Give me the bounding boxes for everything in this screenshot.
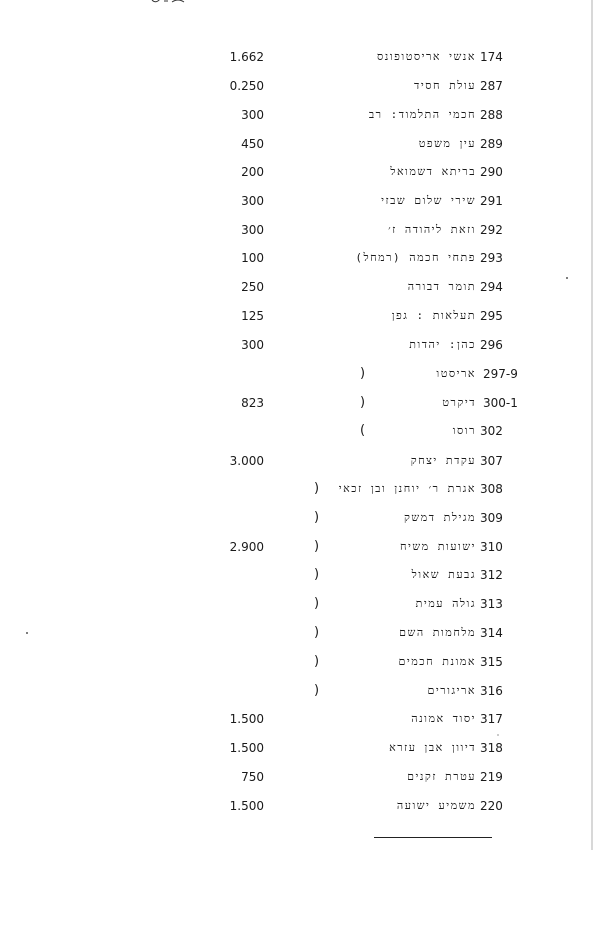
row-number: 308 [480, 482, 503, 496]
row-number: 312 [480, 568, 503, 582]
row-title: אמונת חכמים [398, 655, 476, 668]
row-number: 302 [480, 424, 503, 438]
row-number: 290 [480, 165, 503, 179]
row-number: 292 [480, 223, 503, 237]
row-amount: 300 [241, 108, 264, 122]
row-title: משמיע ישועה [396, 799, 476, 812]
row-amount: 450 [241, 137, 264, 151]
row-title: כהן: יהדות [409, 338, 476, 351]
row-amount: 100 [241, 251, 264, 265]
row-amount: 300 [241, 223, 264, 237]
catalog-row [0, 47, 600, 67]
row-amount: 823 [241, 396, 264, 410]
catalog-row [0, 421, 600, 441]
row-title: דיוון אבן עזרא [389, 741, 476, 754]
row-bracket: ) [314, 510, 320, 525]
row-number: 295 [480, 309, 503, 323]
catalog-row [0, 451, 600, 471]
catalog-row [0, 76, 600, 96]
row-bracket: ) [314, 654, 320, 669]
row-amount: 300 [241, 338, 264, 352]
scan-speck [26, 632, 28, 634]
row-bracket: ) [314, 683, 320, 698]
row-title: גבעת שאול [411, 568, 476, 581]
catalog-row [0, 738, 600, 758]
row-amount: 1.500 [229, 712, 264, 726]
row-title: תומר דבורה [407, 280, 476, 293]
row-bracket: ) [314, 596, 320, 611]
catalog-row [0, 335, 600, 355]
row-title: יסוד אמונה [411, 712, 476, 725]
row-number: 220 [480, 799, 503, 813]
catalog-row [0, 594, 600, 614]
catalog-row [0, 508, 600, 528]
catalog-row [0, 248, 600, 268]
row-number: 313 [480, 597, 503, 611]
row-number: 316 [480, 684, 503, 698]
row-number: 288 [480, 108, 503, 122]
row-amount: 3.000 [229, 454, 264, 468]
row-title: דיקרט [442, 396, 476, 409]
catalog-row [0, 479, 600, 499]
row-amount: 750 [241, 770, 264, 784]
catalog-row [0, 565, 600, 585]
row-number: 287 [480, 79, 503, 93]
row-bracket: ( [360, 423, 366, 438]
row-title: ישועות משיח [399, 540, 476, 553]
row-title: עולת חסיד [414, 79, 476, 92]
catalog-row [0, 537, 600, 557]
row-bracket: ) [314, 539, 320, 554]
catalog-row [0, 191, 600, 211]
row-amount: 0.250 [229, 79, 264, 93]
scan-speck [566, 277, 568, 279]
scan-speck [497, 734, 499, 736]
row-bracket: ) [360, 395, 366, 410]
row-number: 310 [480, 540, 503, 554]
row-number: 293 [480, 251, 503, 265]
row-amount: 1.500 [229, 741, 264, 755]
row-number: 291 [480, 194, 503, 208]
catalog-row [0, 134, 600, 154]
catalog-row [0, 709, 600, 729]
row-number: 300-1 [483, 396, 518, 410]
catalog-row [0, 393, 600, 413]
catalog-row [0, 105, 600, 125]
row-amount: 2.900 [229, 540, 264, 554]
row-title: עין משפט [418, 137, 476, 150]
row-title: אנשי אריסטופונס [377, 50, 476, 63]
row-title: חכמי התלמוד: רב [368, 108, 476, 121]
row-amount: 125 [241, 309, 264, 323]
row-amount: 1.662 [229, 50, 264, 64]
row-number: 296 [480, 338, 503, 352]
row-number: 317 [480, 712, 503, 726]
catalog-row [0, 652, 600, 672]
row-number: 318 [480, 741, 503, 755]
closing-rule [374, 837, 492, 838]
row-title: עטרת זקנים [407, 770, 476, 783]
row-title: אריסטו [436, 367, 476, 380]
row-title: אריגורים [427, 684, 476, 697]
row-number: 309 [480, 511, 503, 525]
handwritten-mark [150, 0, 190, 6]
catalog-row [0, 162, 600, 182]
row-title: וזאת ליהודה ז׳ [388, 223, 476, 236]
row-number: 297-9 [483, 367, 518, 381]
row-title: אגרת ר׳ יוחנן ובן זכאי [338, 482, 476, 495]
row-number: 219 [480, 770, 503, 784]
row-number: 174 [480, 50, 503, 64]
row-number: 314 [480, 626, 503, 640]
row-title: גולה עמית [415, 597, 476, 610]
row-amount: 200 [241, 165, 264, 179]
row-number: 294 [480, 280, 503, 294]
row-title: תעלאות : גפן [391, 309, 476, 322]
row-number: 315 [480, 655, 503, 669]
row-title: מלחמות השם [399, 626, 476, 639]
row-bracket: ) [314, 625, 320, 640]
catalog-row [0, 306, 600, 326]
row-amount: 1.500 [229, 799, 264, 813]
row-title: שירי שלום שבזי [381, 194, 476, 207]
row-number: 307 [480, 454, 503, 468]
row-amount: 250 [241, 280, 264, 294]
catalog-row [0, 623, 600, 643]
catalog-row [0, 364, 600, 384]
catalog-row [0, 796, 600, 816]
catalog-row [0, 220, 600, 240]
row-title: עקדת יצחק [410, 454, 476, 467]
row-title: בריתא דשמואל [390, 165, 476, 178]
catalog-row [0, 277, 600, 297]
row-number: 289 [480, 137, 503, 151]
catalog-row [0, 681, 600, 701]
row-title: פתחי חכמה (רמחל) [355, 251, 476, 264]
catalog-row [0, 767, 600, 787]
row-bracket: ) [360, 366, 366, 381]
row-title: מגילת דמשק [404, 511, 476, 524]
row-bracket: ) [314, 481, 320, 496]
row-bracket: ) [314, 567, 320, 582]
row-amount: 300 [241, 194, 264, 208]
row-title: רוסו [452, 424, 476, 437]
